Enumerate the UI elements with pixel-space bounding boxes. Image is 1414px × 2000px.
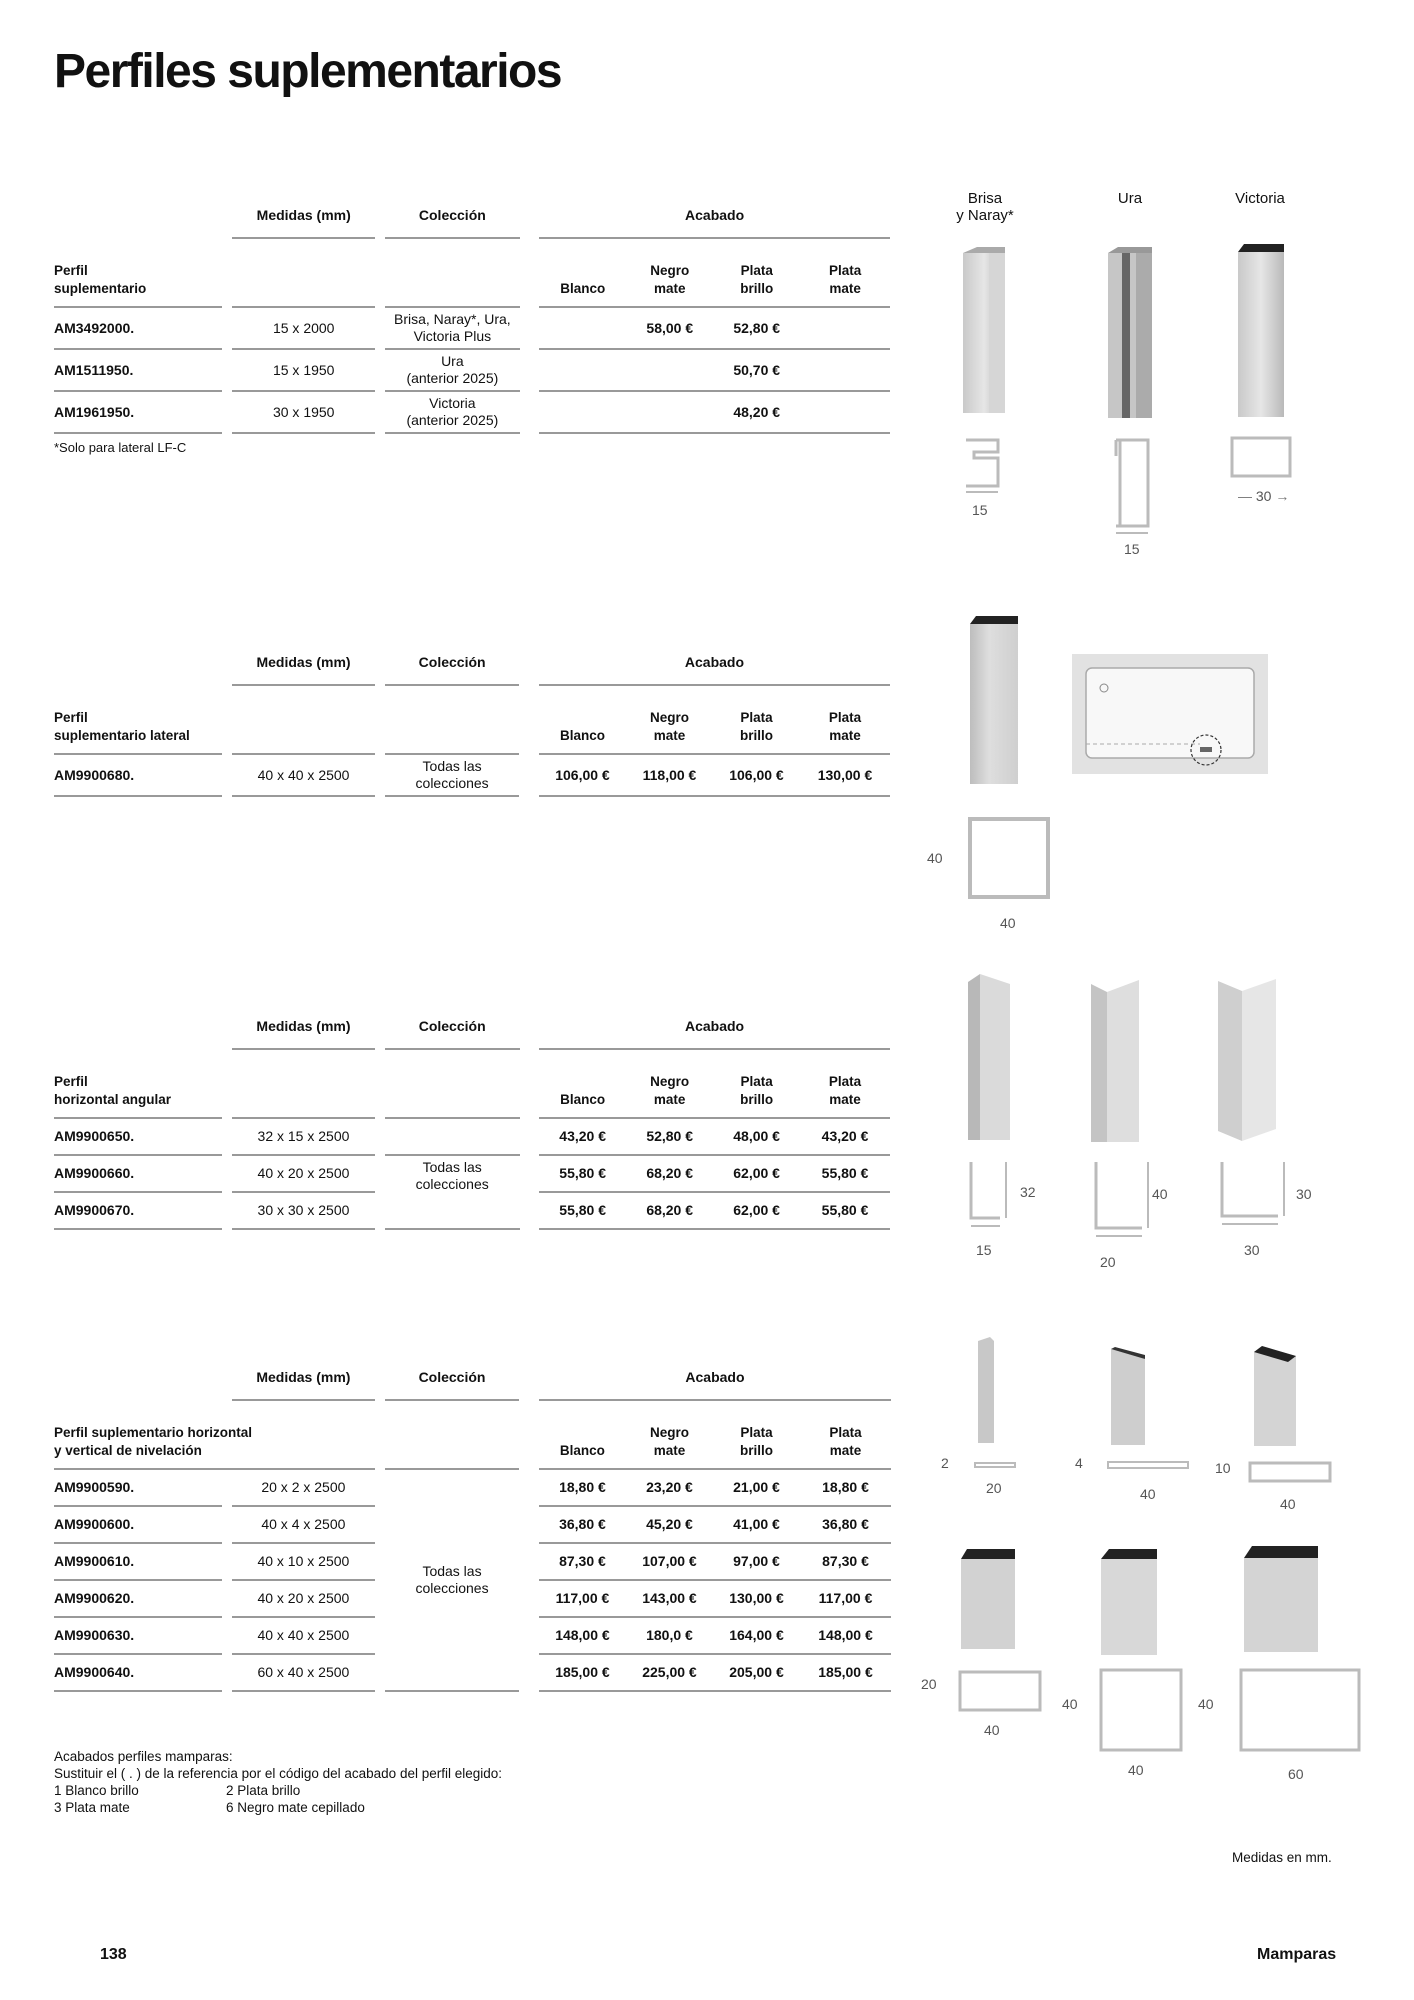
header-coleccion: Colección [385,1355,520,1401]
section-label: Perfil suplementario lateral [54,686,222,755]
header-acabado: Acabado [539,1004,890,1050]
price-plata-brillo: 164,00 € [713,1618,800,1655]
table-perfil-suplementario [54,193,890,434]
header-acabado: Acabado [539,193,890,239]
price-plata-mate: 55,80 € [800,1156,890,1193]
table-row [54,392,890,434]
medidas-value: 20 x 2 x 2500 [232,1470,375,1507]
bathtub-plan-image [1070,652,1270,777]
header-acabado: Acabado [539,1355,891,1401]
dim-label: 10 [1215,1460,1231,1476]
price-negro-mate: 68,20 € [626,1156,713,1193]
medidas-value: 30 x 1950 [232,392,375,434]
price-negro-mate: 68,20 € [626,1193,713,1230]
table-perfil-horizontal-angular [54,1004,890,1230]
dim-label: 60 [1288,1766,1304,1782]
angle-drawing-32x15 [966,1160,1011,1232]
section-label: Perfil suplementario horizontal y vertical de nivelación [54,1401,375,1470]
dim-label: 30 [1296,1186,1312,1202]
price-blanco [539,308,626,350]
medidas-value: 40 x 20 x 2500 [232,1156,375,1193]
section-label: Perfil horizontal angular [54,1050,222,1119]
price-plata-brillo: 48,20 € [713,392,800,434]
header-acabado: Acabado [539,640,890,686]
price-blanco [539,350,626,392]
price-blanco: 106,00 € [539,755,626,797]
table-row [54,1119,890,1156]
price-plata-mate: 87,30 € [800,1544,891,1581]
finish-plata-brillo: Plata brillo [713,1401,800,1470]
dim-label: 40 [984,1722,1000,1738]
profile-image-victoria [1232,240,1302,425]
price-blanco: 185,00 € [539,1655,626,1692]
finish-plata-mate: Plata mate [800,1050,890,1119]
header-medidas: Medidas (mm) [232,1355,375,1401]
rect-image-40x20 [955,1545,1025,1655]
medidas-value: 40 x 10 x 2500 [232,1544,375,1581]
price-blanco: 18,80 € [539,1470,626,1507]
dim-label: 15 [1124,541,1140,557]
finish-negro-mate: Negro mate [626,686,713,755]
finish-negro-mate: Negro mate [626,1401,713,1470]
ref-code: AM9900590. [54,1470,222,1507]
finish-plata-brillo: Plata brillo [713,239,800,308]
angle-drawing-40x20 [1092,1160,1152,1240]
coleccion-value: Victoria (anterior 2025) [385,392,520,434]
flat-drawing-40x10 [1242,1458,1342,1488]
coleccion-value: Todas las colecciones [385,755,520,797]
dim-label: 30 [1244,1242,1260,1258]
caption-ura: Ura [1117,190,1143,207]
profile-image-lateral [960,610,1030,790]
flat-drawing-40x4 [1098,1455,1198,1475]
finish-code: 2 Plata brillo [226,1783,301,1798]
finish-blanco: Blanco [539,686,626,755]
price-plata-brillo: 21,00 € [713,1470,800,1507]
finish-code: 6 Negro mate cepillado [226,1800,365,1815]
price-plata-brillo: 52,80 € [713,308,800,350]
coleccion-value: Brisa, Naray*, Ura, Victoria Plus [385,308,520,350]
price-negro-mate: 58,00 € [626,308,713,350]
price-blanco: 117,00 € [539,1581,626,1618]
finish-blanco: Blanco [539,239,626,308]
finish-negro-mate: Negro mate [626,1050,713,1119]
medidas-value: 15 x 1950 [232,350,375,392]
table-row [54,1470,891,1507]
dim-label: 4 [1075,1455,1083,1471]
price-negro-mate: 45,20 € [626,1507,713,1544]
dim-label: 15 [976,1242,992,1258]
ref-code: AM9900600. [54,1507,222,1544]
price-blanco: 55,80 € [539,1193,626,1230]
rect-image-40x40 [1095,1545,1170,1660]
rect-drawing-40x40 [1095,1666,1190,1756]
table-row [54,350,890,392]
price-plata-brillo: 205,00 € [713,1655,800,1692]
dim-label: 30 [1255,488,1272,504]
medidas-note: Medidas en mm. [1232,1850,1332,1865]
caption-brisa-naray: Brisa y Naray* [956,190,1014,224]
medidas-value: 15 x 2000 [232,308,375,350]
price-blanco: 43,20 € [539,1119,626,1156]
price-plata-mate [800,308,890,350]
price-plata-brillo: 106,00 € [713,755,800,797]
price-plata-mate: 117,00 € [800,1581,891,1618]
profile-image-ura [1100,245,1170,425]
medidas-value: 40 x 40 x 2500 [232,1618,375,1655]
header-coleccion: Colección [385,640,520,686]
medidas-value: 60 x 40 x 2500 [232,1655,375,1692]
finishes-note-line: Sustituir el ( . ) de la referencia por el código del acabado del perfil elegido: [54,1766,503,1781]
price-negro-mate: 52,80 € [626,1119,713,1156]
table-row [54,1156,890,1193]
price-plata-mate [800,392,890,434]
ref-code: AM9900650. [54,1119,222,1156]
price-plata-mate [800,350,890,392]
section-label: Perfil suplementario [54,239,222,308]
finish-blanco: Blanco [539,1401,626,1470]
table-row [54,755,890,797]
finish-code: 1 Blanco brillo [54,1783,139,1798]
angle-image-40x20 [1085,978,1155,1148]
dim-label: 2 [941,1455,949,1471]
dim-label: 40 [1000,915,1016,931]
finish-plata-brillo: Plata brillo [713,1050,800,1119]
price-negro-mate [626,350,713,392]
price-negro-mate: 107,00 € [626,1544,713,1581]
footnote: *Solo para lateral LF-C [54,440,187,455]
dim-label: 15 [972,502,988,518]
price-plata-mate: 185,00 € [800,1655,891,1692]
caption-victoria: Victoria [1235,190,1285,207]
price-blanco: 87,30 € [539,1544,626,1581]
flat-drawing-20x2 [955,1455,1025,1475]
price-plata-brillo: 62,00 € [713,1156,800,1193]
angle-image-32x15 [960,972,1020,1147]
price-plata-brillo: 50,70 € [713,350,800,392]
price-plata-mate: 18,80 € [800,1470,891,1507]
price-plata-mate: 148,00 € [800,1618,891,1655]
price-blanco: 36,80 € [539,1507,626,1544]
header-medidas: Medidas (mm) [232,640,375,686]
table-perfil-suplementario-lateral [54,640,890,797]
finishes-note [54,1748,502,1816]
medidas-value: 40 x 40 x 2500 [232,755,375,797]
rect-image-60x40 [1238,1542,1328,1657]
section-drawing-15-a [962,436,1012,496]
price-plata-mate: 55,80 € [800,1193,890,1230]
profile-image-brisa [955,245,1025,420]
dim-label: 20 [986,1480,1002,1496]
ref-code: AM9900670. [54,1193,222,1230]
ref-code: AM9900640. [54,1655,222,1692]
medidas-value: 32 x 15 x 2500 [232,1119,375,1156]
price-blanco: 55,80 € [539,1156,626,1193]
finishes-note-line: Acabados perfiles mamparas: [54,1749,233,1764]
finish-plata-mate: Plata mate [800,1401,891,1470]
price-negro-mate [626,392,713,434]
flat-image-40x4 [1105,1345,1155,1450]
price-plata-brillo: 48,00 € [713,1119,800,1156]
finish-blanco: Blanco [539,1050,626,1119]
price-plata-mate: 130,00 € [800,755,890,797]
coleccion-value: Ura (anterior 2025) [385,350,520,392]
finish-plata-brillo: Plata brillo [713,686,800,755]
section-drawing-30 [1228,434,1298,484]
price-plata-brillo: 41,00 € [713,1507,800,1544]
price-negro-mate: 225,00 € [626,1655,713,1692]
header-medidas: Medidas (mm) [232,193,375,239]
header-medidas: Medidas (mm) [232,1004,375,1050]
header-coleccion: Colección [385,1004,520,1050]
angle-image-30x30 [1210,975,1305,1150]
price-negro-mate: 23,20 € [626,1470,713,1507]
ref-code: AM1961950. [54,392,222,434]
section-drawing-15-b [1112,436,1157,536]
dim-label: 20 [921,1676,937,1692]
ref-code: AM3492000. [54,308,222,350]
price-negro-mate: 118,00 € [626,755,713,797]
section-name: Mamparas [1257,1946,1337,1963]
dim-label: 20 [1100,1254,1116,1270]
price-blanco: 148,00 € [539,1618,626,1655]
price-plata-brillo: 62,00 € [713,1193,800,1230]
table-row [54,308,890,350]
dim-label: 40 [1062,1696,1078,1712]
dim-label: 40 [1198,1696,1214,1712]
rect-drawing-40x20 [950,1668,1050,1718]
ref-code: AM9900610. [54,1544,222,1581]
angle-drawing-30x30 [1218,1160,1293,1232]
header-coleccion: Colección [385,193,520,239]
finish-negro-mate: Negro mate [626,239,713,308]
dim-label: 40 [1152,1186,1168,1202]
ref-code: AM9900660. [54,1156,222,1193]
finish-plata-mate: Plata mate [800,239,890,308]
dim-row: — 30 → [1238,488,1290,504]
coleccion-value: Todas las colecciones [385,1156,520,1230]
ref-code: AM9900680. [54,755,222,797]
finishes-codes-row [54,1782,502,1799]
dim-label: 40 [1280,1496,1296,1512]
ref-code: AM9900620. [54,1581,222,1618]
price-plata-brillo: 130,00 € [713,1581,800,1618]
dim-label: 40 [1128,1762,1144,1778]
page-title: Perfiles suplementarios [54,45,562,98]
ref-code: AM1511950. [54,350,222,392]
coleccion-value: Todas las colecciones [385,1470,520,1692]
dim-label: 32 [1020,1184,1036,1200]
price-plata-brillo: 97,00 € [713,1544,800,1581]
flat-image-40x10 [1248,1342,1308,1452]
dim-label: 40 [927,850,943,866]
price-negro-mate: 143,00 € [626,1581,713,1618]
finish-plata-mate: Plata mate [800,686,890,755]
finish-code: 3 Plata mate [54,1800,130,1815]
price-blanco [539,392,626,434]
price-negro-mate: 180,0 € [626,1618,713,1655]
section-drawing-40x40 [965,815,1060,905]
price-plata-mate: 43,20 € [800,1119,890,1156]
ref-code: AM9900630. [54,1618,222,1655]
medidas-value: 40 x 20 x 2500 [232,1581,375,1618]
table-perfil-nivelacion [54,1355,891,1692]
rect-drawing-60x40 [1235,1666,1365,1756]
dim-label: 40 [1140,1486,1156,1502]
medidas-value: 40 x 4 x 2500 [232,1507,375,1544]
medidas-value: 30 x 30 x 2500 [232,1193,375,1230]
finishes-codes-row [54,1799,502,1816]
flat-image-20x2 [970,1335,1010,1450]
price-plata-mate: 36,80 € [800,1507,891,1544]
page-number: 138 [100,1946,127,1963]
